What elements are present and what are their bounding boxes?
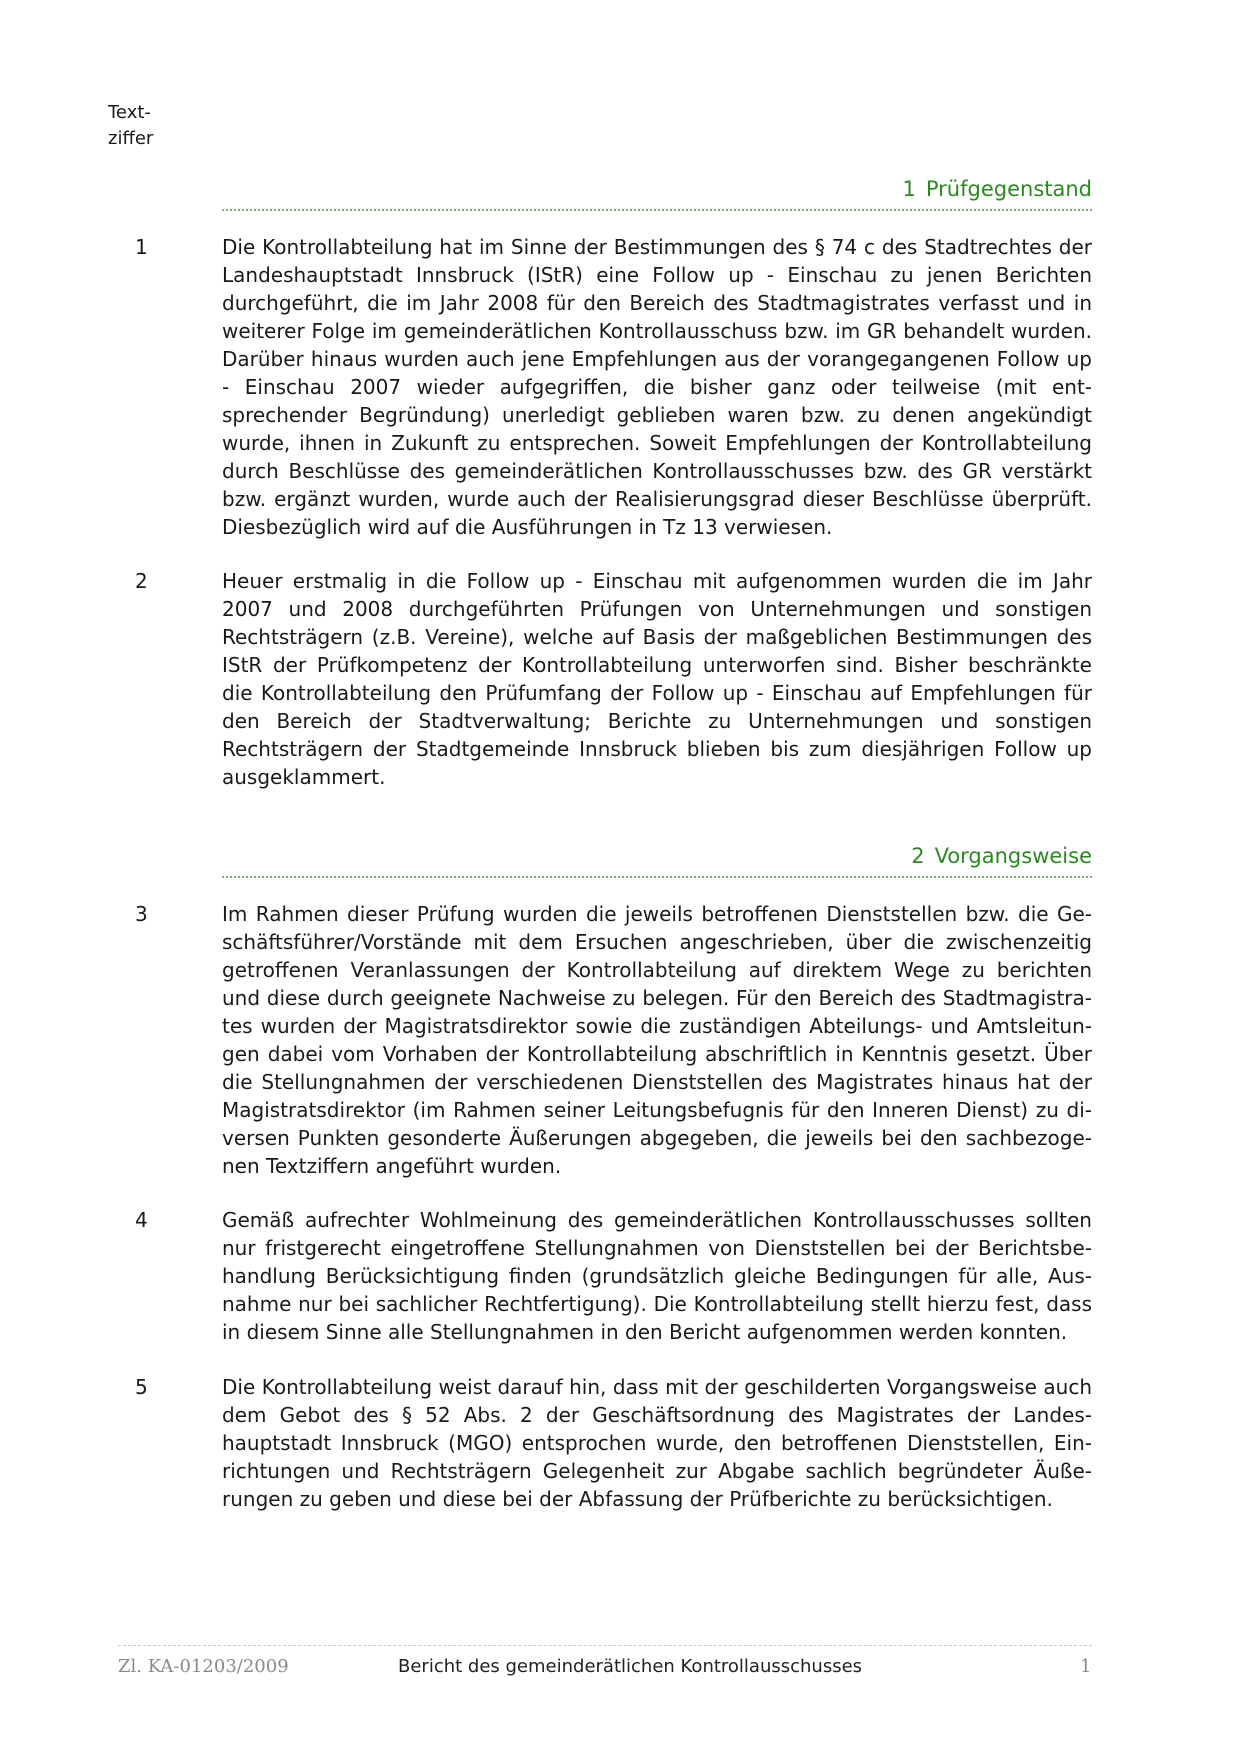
footer-report-title: Bericht des gemeinderätlichen Kontrollausschusses bbox=[398, 1656, 863, 1677]
textziffer-number: 2 bbox=[135, 569, 148, 593]
paragraph-text: Gemäß aufrechter Wohlmeinung des gemeinderätlichen Kontrollausschusses sollten nur fristgerecht eingetroffene Stellungnahmen von Dienststellen bei der Berichtsbehandlung Berücksichtigung finden (grundsätzlich gleiche Bedingungen für alle, Ausnahme nur bei sachlicher Rechtfertigung). Die Kontrollabteilung stellt hierzu fest, dass in diesem Sinne alle Stellungnahmen in den Bericht aufgenommen werden konnten. bbox=[222, 1208, 1092, 1344]
section-heading-pruefgegenstand bbox=[222, 175, 1092, 211]
section-heading-vorgangsweise bbox=[222, 842, 1092, 878]
section-number: 1 bbox=[902, 177, 916, 201]
paragraph-text: Im Rahmen dieser Prüfung wurden die jeweils betroffenen Dienststellen bzw. die Geschäftsführer/Vorstände mit dem Ersuchen angeschrieben, über die zwischenzeitig getroffenen Veranlassungen der Kontrollabteilung auf direktem Wege zu berichten und diese durch geeignete Nachweise zu belegen. Für den Bereich des Stadtmagistrates wurden der Magistratsdirektor sowie die zuständigen Abteilungs- und Amtsleitungen dabei vom Vorhaben der Kontrollabteilung abschriftlich in Kenntnis gesetzt. Über die Stellungnahmen der verschiedenen Dienststellen des Magistrates hinaus hat der Magistratsdirektor (im Rahmen seiner Leitungsbefugnis für den Inneren Dienst) zu diversen Punkten gesonderte Äußerungen abgegeben, die jeweils bei den sachbezogenen Textziffern angeführt wurden. bbox=[222, 902, 1092, 1178]
section-number: 2 bbox=[911, 844, 925, 868]
footer-divider bbox=[118, 1645, 1092, 1646]
section-title: Vorgangsweise bbox=[934, 844, 1092, 868]
paragraph-text: Heuer erstmalig in die Follow up - Einschau mit aufgenommen wurden die im Jahr 2007 und 2008 durchgeführten Prüfungen von Unternehmungen und sonstigen Rechtsträgern (z.B. Vereine), welche auf Basis der maßgeblichen Bestimmungen des IStR der Prüfkompetenz der Kontrollabteilung unterworfen sind. Bisher beschränkte die Kontrollabteilung den Prüfumfang der Follow up - Einschau auf Empfehlungen für den Bereich der Stadtverwaltung; Berichte zu Unternehmungen und sonstigen Rechtsträgern der Stadtgemeinde Innsbruck blieben bis zum diesjährigen Follow up ausgeklammert. bbox=[222, 569, 1092, 789]
textziffer-number: 3 bbox=[135, 902, 148, 926]
textziffer-column-header: Text- ziffer bbox=[108, 102, 154, 149]
paragraph-text: Die Kontrollabteilung hat im Sinne der Bestimmungen des § 74 c des Stadtrechtes der Landeshauptstadt Innsbruck (IStR) eine Follow up - Einschau zu jenen Berichten durchgeführt, die im Jahr 2008 für den Bereich des Stadtmagistrates verfasst und in weiterer Folge im gemeinderätlichen Kontrollausschuss bzw. im GR behandelt wurden. Darüber hinaus wurden auch jene Empfehlungen aus der vorangegangenen Follow up - Einschau 2007 wieder aufgegriffen, die bisher ganz oder teilweise (mit entsprechender Begründung) unerledigt geblieben waren bzw. zu denen angekündigt wurde, ihnen in Zukunft zu entsprechen. Soweit Empfehlungen der Kontrollabteilung durch Beschlüsse des gemeinderätlichen Kontrollausschusses bzw. des GR verstärkt bzw. ergänzt wurden, wurde auch der Realisierungsgrad dieser Beschlüsse überprüft. Diesbezüglich wird auf die Ausführungen in Tz 13 verwiesen. bbox=[222, 235, 1092, 539]
textziffer-number: 5 bbox=[135, 1375, 148, 1399]
footer-page-number: 1 bbox=[1080, 1656, 1092, 1677]
textziffer-number: 1 bbox=[135, 235, 148, 259]
section-title: Prüfgegenstand bbox=[925, 177, 1092, 201]
footer-reference: Zl. KA-01203/2009 bbox=[118, 1656, 289, 1677]
textziffer-number: 4 bbox=[135, 1208, 148, 1232]
paragraph-text: Die Kontrollabteilung weist darauf hin, dass mit der geschilderten Vorgangsweise auch dem Gebot des § 52 Abs. 2 der Geschäftsordnung des Magistrates der Landeshauptstadt Innsbruck (MGO) entsprochen wurde, den betroffenen Dienststellen, Einrichtungen und Rechtsträgern Gelegenheit zur Abgabe sachlich begründeter Äußerungen zu geben und diese bei der Abfassung der Prüfberichte zu berücksichtigen. bbox=[222, 1375, 1092, 1511]
